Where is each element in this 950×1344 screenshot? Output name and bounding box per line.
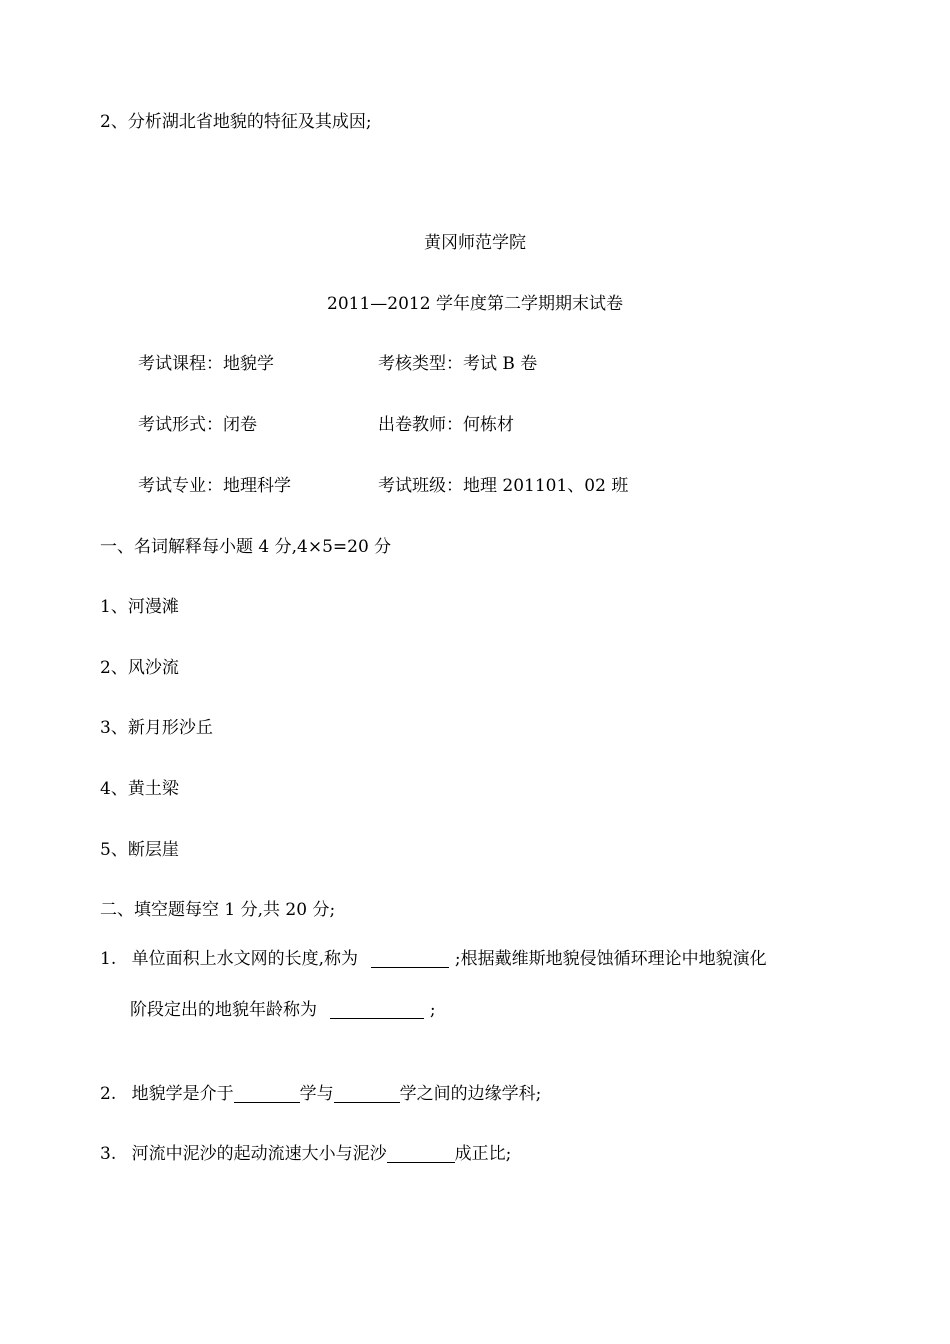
answer-blank[interactable] [330,1000,424,1019]
answer-blank[interactable] [334,1084,400,1103]
section1-heading: 一、名词解释每小题 4 分,4×5=20 分 [100,537,392,557]
list-item: 1、河漫滩 [100,597,179,617]
info-teacher: 出卷教师：何栋材 [378,415,514,435]
answer-blank[interactable] [234,1084,300,1103]
question-text: 学与 [299,1084,334,1104]
question-text: 地貌学是介于 [131,1084,234,1104]
fill-question-1 [100,947,767,971]
question-text: ;根据戴维斯地貌侵蚀循环理论中地貌演化 [454,949,767,969]
section2-heading: 二、填空题每空 1 分,共 20 分; [100,900,336,920]
question-number: 3. [100,1144,117,1164]
info-type: 考核类型：考试 B 卷 [378,354,538,374]
fill-question-2 [100,1082,541,1106]
list-item: 2、风沙流 [100,658,179,678]
fill-question-3 [100,1142,511,1166]
question-text: 河流中泥沙的起动流速大小与泥沙 [131,1144,387,1164]
top-question: 2、分析湖北省地貌的特征及其成因; [100,112,372,132]
exam-title: 2011—2012 学年度第二学期期末试卷 [327,294,623,314]
school-name: 黄冈师范学院 [424,233,526,253]
list-item: 5、断层崖 [100,840,179,860]
answer-blank[interactable] [387,1144,455,1163]
question-text: 成正比; [454,1144,512,1164]
info-form: 考试形式：闭卷 [138,415,257,435]
question-text: 阶段定出的地貌年龄称为 [130,1000,317,1020]
question-text: 学之间的边缘学科; [399,1084,542,1104]
question-number: 2. [100,1084,117,1104]
list-item: 3、新月形沙丘 [100,718,213,738]
list-item: 4、黄土梁 [100,779,179,799]
info-class: 考试班级：地理 201101、02 班 [378,476,629,496]
info-course: 考试课程：地貌学 [138,354,274,374]
question-text: 单位面积上水文网的长度,称为 [131,949,359,969]
answer-blank[interactable] [371,949,449,968]
info-major: 考试专业：地理科学 [138,476,291,496]
fill-question-1-cont [130,998,436,1022]
question-text: ; [429,1000,436,1020]
question-number: 1. [100,949,117,969]
